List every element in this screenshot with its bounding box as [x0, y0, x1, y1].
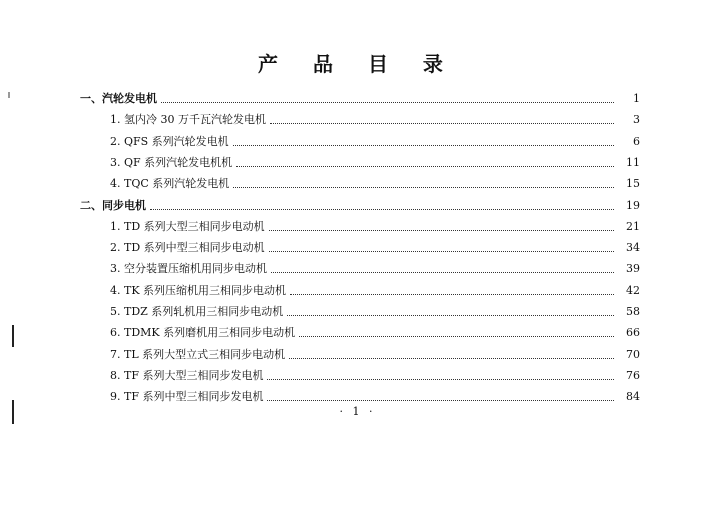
dot-leader: [150, 208, 614, 210]
dot-leader: [290, 293, 614, 295]
dot-leader: [233, 186, 614, 188]
toc-page-number: 6: [633, 134, 640, 148]
toc-page-number: 34: [626, 241, 640, 255]
toc-entry-row: [110, 258, 640, 276]
toc-page-number: 1: [633, 92, 640, 105]
toc-entry-row: [110, 322, 640, 340]
toc-page-number: 3: [633, 113, 640, 127]
toc-entry-row: [110, 386, 640, 404]
toc-entry-label: 2. QFS 系列汽轮发电机: [110, 134, 229, 148]
toc-entry-label: 4. TK 系列压缩机用三相同步电动机: [110, 283, 287, 297]
toc-page-number: 42: [626, 283, 640, 297]
dot-leader: [289, 357, 614, 359]
toc-page-number: 11: [626, 155, 640, 169]
toc-page-number: 15: [626, 177, 640, 191]
toc-entry-row: [110, 280, 640, 298]
toc-entry-row: [110, 152, 640, 170]
toc-entry-label: 二、同步电机: [80, 198, 146, 212]
toc-section-row: [80, 195, 640, 213]
toc-entry-label: 5. TDZ 系列轧机用三相同步电动机: [110, 305, 284, 318]
dot-leader: [269, 250, 614, 252]
dot-leader: [299, 335, 614, 337]
dot-leader: [161, 101, 614, 103]
toc-page-number: 84: [626, 390, 640, 404]
toc-entry-row: [110, 344, 640, 362]
dot-leader: [267, 378, 614, 380]
toc-entry-label: 7. TL 系列大型立式三相同步电动机: [110, 347, 286, 361]
toc-entry-label: 9. TF 系列中型三相同步发电机: [110, 390, 264, 404]
toc-page-number: 76: [626, 368, 640, 382]
toc-page-number: 39: [626, 262, 640, 276]
toc-entry-label: 6. TDMK 系列磨机用三相同步电动机: [110, 326, 296, 340]
toc-entry-label: 一、汽轮发电机: [80, 92, 157, 105]
toc-entry-label: 8. TF 系列大型三相同步发电机: [110, 368, 264, 382]
dot-leader: [267, 399, 614, 401]
dot-leader: [287, 314, 614, 316]
toc-page-number: 66: [626, 326, 640, 340]
scan-mark: [12, 400, 14, 424]
toc-entry-label: 3. 空分装置压缩机用同步电动机: [110, 262, 267, 276]
toc-section-row: [80, 88, 640, 106]
toc-page-number: 70: [626, 347, 640, 361]
page-number: · 1 ·: [339, 405, 376, 418]
dot-leader: [270, 122, 614, 124]
toc-entry-label: 2. TD 系列中型三相同步电动机: [110, 241, 265, 255]
toc-page-number: 21: [626, 219, 640, 233]
toc-entry-row: [110, 216, 640, 234]
dot-leader: [269, 229, 614, 231]
dot-leader: [236, 165, 614, 167]
toc-entry-row: [110, 365, 640, 383]
toc-page-number: 58: [626, 305, 640, 318]
toc-entry-label: 3. QF 系列汽轮发电机机: [110, 155, 233, 169]
toc-entry-row: [110, 131, 640, 149]
toc-entry-label: 4. TQC 系列汽轮发电机: [110, 177, 230, 191]
toc-entry-row: [110, 109, 640, 127]
scan-mark: [12, 325, 14, 347]
toc-page-number: 19: [626, 198, 640, 212]
toc-entry-label: 1. 氢内冷 30 万千瓦汽轮发电机: [110, 113, 266, 127]
dot-leader: [233, 144, 614, 146]
scan-mark: [8, 92, 10, 98]
toc-entry-row: [110, 237, 640, 255]
toc-entry-row: [110, 301, 640, 319]
toc-entry-label: 1. TD 系列大型三相同步电动机: [110, 219, 265, 233]
page-title: 产 品 目 录: [258, 52, 457, 76]
dot-leader: [271, 271, 614, 273]
toc-entry-row: [110, 173, 640, 191]
